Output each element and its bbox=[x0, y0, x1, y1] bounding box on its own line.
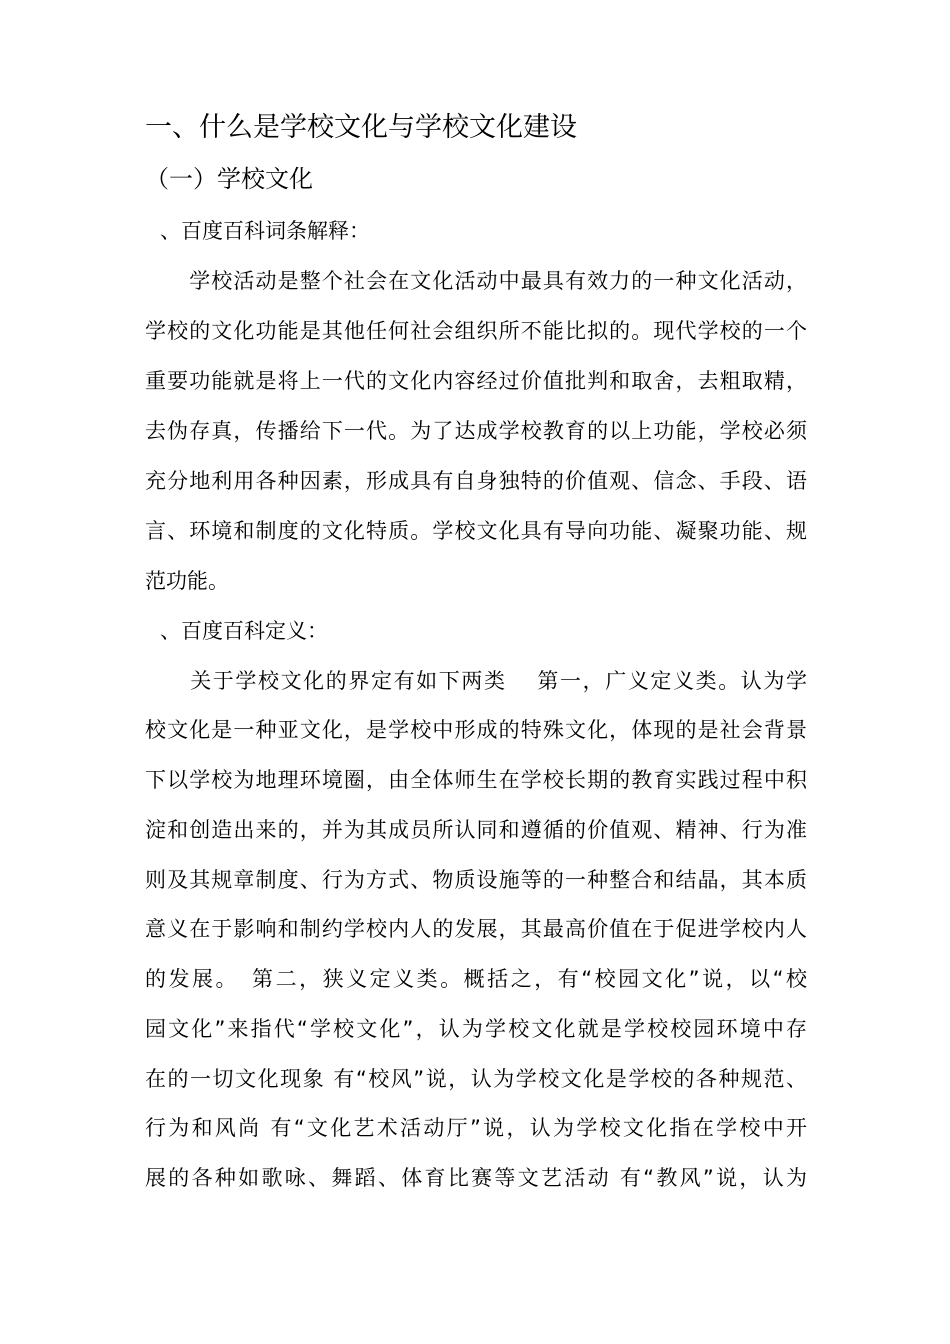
paragraph-line: 充分地利用各种因素，形成具有自身独特的价值观、信念、手段、语 bbox=[145, 469, 807, 493]
paragraph-line: 学校活动是整个社会在文化活动中最具有效力的一种文化活动， bbox=[145, 269, 807, 293]
paragraph-line: 展的各种如歌咏、舞蹈、体育比赛等文艺活动 有“教风”说，认为 bbox=[145, 1166, 807, 1190]
paragraph-line: 行为和风尚 有“文化艺术活动厅”说，认为学校文化指在学校中开 bbox=[145, 1116, 807, 1140]
paragraph-line: 去伪存真，传播给下一代。为了达成学校教育的以上功能，学校必须 bbox=[145, 419, 807, 443]
paragraph-line: 关于学校文化的界定有如下两类 第一，广义定义类。认为学 bbox=[145, 669, 807, 693]
paragraph-line: 言、环境和制度的文化特质。学校文化具有导向功能、凝聚功能、规 bbox=[145, 519, 807, 543]
paragraph-line: 范功能。 bbox=[145, 569, 229, 593]
subheading-encyclopedia-entry: 、百度百科词条解释： bbox=[160, 219, 370, 243]
subheading-encyclopedia-definition: 、百度百科定义： bbox=[160, 619, 328, 643]
paragraph-line: 的发展。 第二，狭义定义类。概括之，有“校园文化”说，以“校 bbox=[145, 967, 807, 991]
paragraph-line: 校文化是一种亚文化，是学校中形成的特殊文化，体现的是社会背景 bbox=[145, 718, 807, 742]
paragraph-line: 园文化”来指代“学校文化”，认为学校文化就是学校校园环境中存 bbox=[145, 1017, 807, 1041]
paragraph-line: 意义在于影响和制约学校内人的发展，其最高价值在于促进学校内人 bbox=[145, 917, 807, 941]
paragraph-line: 在的一切文化现象 有“校风”说，认为学校文化是学校的各种规范、 bbox=[145, 1067, 807, 1091]
paragraph-line: 则及其规章制度、行为方式、物质设施等的一种整合和结晶，其本质 bbox=[145, 868, 807, 892]
paragraph-line: 淀和创造出来的，并为其成员所认同和遵循的价值观、精神、行为准 bbox=[145, 818, 807, 842]
section-heading: （一）学校文化 bbox=[145, 165, 313, 193]
main-heading: 一、什么是学校文化与学校文化建设 bbox=[145, 112, 577, 143]
paragraph-line: 下以学校为地理环境圈，由全体师生在学校长期的教育实践过程中积 bbox=[145, 768, 807, 792]
paragraph-line: 学校的文化功能是其他任何社会组织所不能比拟的。现代学校的一个 bbox=[145, 319, 807, 343]
paragraph-line: 重要功能就是将上一代的文化内容经过价值批判和取舍，去粗取精， bbox=[145, 369, 807, 393]
